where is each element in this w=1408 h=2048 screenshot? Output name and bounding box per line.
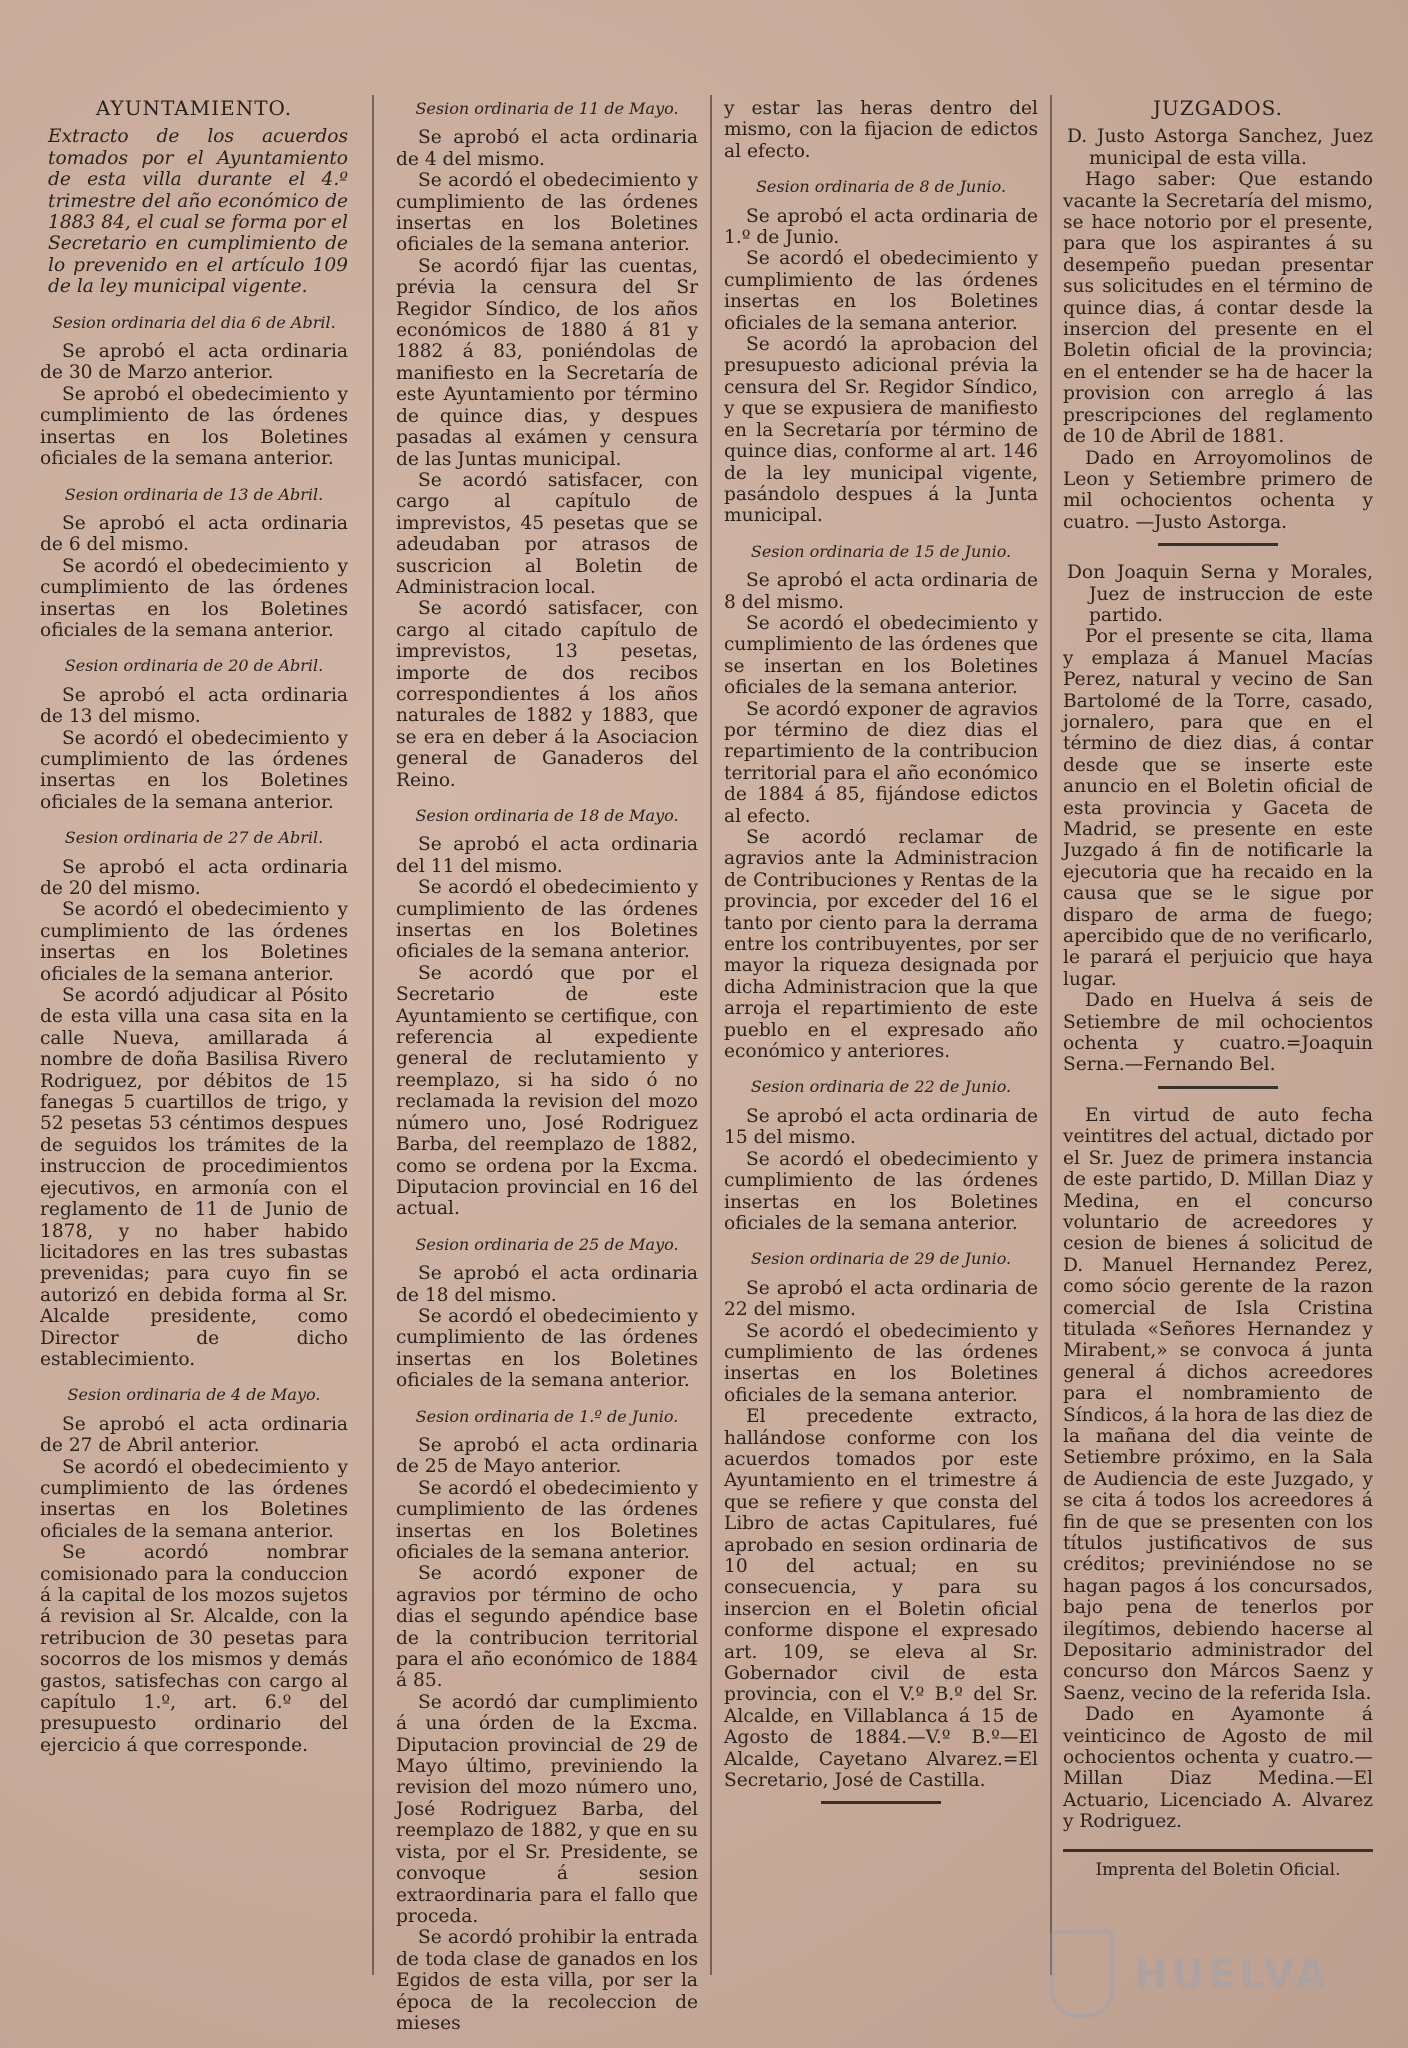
paragraph: Se acordó el obedecimiento y cumplimiento de las órdenes insertas en los Boletines oficiales de la semana anterior. [724,1148,1038,1234]
column-divider [710,95,712,1975]
paragraph: Se acordó el obedecimiento y cumplimiento de las órdenes insertas en los Boletines oficiales de la semana anterior. [40,727,348,813]
session-title: Sesion ordinaria de 20 de Abril. [64,656,324,676]
session-title: Sesion ordinaria de 13 de Abril. [64,484,324,504]
session-title: Sesion ordinaria de 22 de Junio. [750,1077,1012,1097]
paragraph: Se acordó fijar las cuentas, prévia la censura del Sr Regidor Síndico, de los años económicos de 1880 á 81 y 1882 á 83, poniéndolas de manifiesto en la Secretaría de este Ayuntamiento por término de quince dias, y despues pasadas al exámen y censura de las Juntas municipal. [396,255,698,470]
paragraph: Se acordó el obedecimiento y cumplimiento de las órdenes insertas en los Boletines oficiales de la semana anterior. [396,877,698,963]
paragraph: Se acordó prohibir la entrada de toda clase de ganados en los Egidos de esta villa, por ser la época de la recoleccion de mieses [396,1927,698,2034]
intro-paragraph: Extracto de los acuerdos tomados por el Ayuntamiento de esta villa durante el 4.º trimestre del año económico de 1883 84, el cual se forma por el Secretario en cumplimiento de lo prevenido en el artículo 109 de la ley municipal vigente. [48,126,348,298]
paragraph: Se acordó satisfacer, con cargo al capítulo de imprevistos, 45 pesetas que se adeudaban por atrasos de suscricion al Boletin de Administracion local. [396,469,698,598]
huelva-watermark [1050,1930,1350,2020]
session-title: Sesion ordinaria del dia 6 de Abril. [52,312,336,332]
paragraph: Se acordó el obedecimiento y cumplimiento de las órdenes insertas en los Boletines oficiales de la semana anterior. [396,1477,698,1563]
section-heading: JUZGADOS. [1153,96,1283,120]
section-heading: AYUNTAMIENTO. [95,96,293,120]
paragraph: Por el presente se cita, llama y emplaza á Manuel Macías Perez, natural y vecino de San Bartolomé de la Torre, casado, jornalero, para que en el término de diez dias, á contar desde que se inserte este anuncio en el Boletin oficial de esta provincia y Gaceta de Madrid, se presente en este Juzgado á fin de notificarle la ejecutoria que ha recaido en la causa que se le sigue por disparo de arma de fuego; apercibido que de no verificarlo, le parará el perjuicio que haya lugar. [1063,626,1373,990]
paragraph: Se aprobó el acta ordinaria del 11 del mismo. [396,834,698,877]
session-title: Sesion ordinaria de 29 de Junio. [750,1249,1012,1269]
column-ayuntamiento [40,98,348,1998]
separator-rule [821,1801,941,1804]
paragraph: Dado en Ayamonte á veinticinco de Agosto de mil ochocientos ochenta y cuatro.—Millan Diaz Medina.—El Actuario, Licenciado A. Alvarez y Rodriguez. [1063,1704,1373,1833]
paragraph: Se aprobó el acta ordinaria de 4 del mismo. [396,127,698,170]
paragraph: Se acordó el obedecimiento y cumplimiento de las órdenes insertas en los Boletines oficiales de la semana anterior. [40,555,348,641]
session-title: Sesion ordinaria de 15 de Junio. [750,541,1012,561]
session-title: Sesion ordinaria de 18 de Mayo. [415,806,679,825]
paragraph: Se acordó que por el Secretario de este Ayuntamiento se certifique, con referencia al expediente general de reclutamiento y reemplazo, si ha sido ó no reclamada la revision del mozo número uno, José Rodriguez Barba, del reemplazo de 1882, como se ordena por la Excma. Diputacion provincial en 16 del actual. [396,962,698,1220]
paragraph: Se aprobó el acta ordinaria de 22 del mismo. [724,1277,1038,1321]
paragraph: Se aprobó el obedecimiento y cumplimiento de las órdenes insertas en los Boletines oficiales de la semana anterior. [40,383,348,470]
paragraph: Se acordó exponer de agravios por término de ocho dias el segundo apéndice base de la contribucion territorial para el año económico de 1884 á 85. [396,1563,698,1692]
paragraph: Se acordó el obedecimiento y cumplimiento de las órdenes insertas en los Boletines oficiales de la semana anterior. [396,170,698,256]
paragraph: En virtud de auto fecha veintitres del actual, dictado por el Sr. Juez de primera instancia de este partido, D. Millan Diaz y Medina, en el concurso voluntario de acreedores y cesion de bienes á solicitud de D. Manuel Hernandez Perez, como sócio gerente de la razon comercial de Isla Cristina titulada «Señores Hernandez y Mirabent,» se convoca á junta general á dichos acreedores para el nombramiento de Síndicos, á la hora de las diez de la mañana del dia veinte de Setiembre próximo, en la Sala de Audiencia de este Juzgado, y se cita á todos los acreedores á fin de que se presenten con los títulos justificativos de sus créditos; previniéndose no se hagan pagos á los concursados, bajo pena de tenerlos por ilegítimos, debiendo hacerse al Depositario administrador del concurso don Márcos Saenz y Saenz, vecino de la referida Isla. [1063,1104,1373,1704]
separator-rule [1158,1086,1278,1089]
paragraph-continuation: y estar las heras dentro del mismo, con la fijacion de edictos al efecto. [724,98,1038,162]
paragraph: Se aprobó el acta ordinaria de 30 de Marzo anterior. [40,341,348,384]
paragraph: Se acordó el obedecimiento y cumplimiento de las órdenes insertas en los Boletines oficiales de la semana anterior. [724,1320,1038,1406]
imprint-footer: Imprenta del Boletin Oficial. [1063,1849,1373,1881]
paragraph: Se acordó adjudicar al Pósito de esta villa una casa sita en la calle Nueva, amillarada á nombre de doña Basilisa Rivero Rodriguez, por débitos de 15 fanegas 5 cuartillos de trigo, y 52 pesetas 53 céntimos despues de seguidos los trámites de la instruccion de procedimientos ejecutivos, en armonía con el reglamento de 11 de Junio de 1878, y no haber habido licitadores en las tres subastas prevenidas; para cuyo fin se autorizó en debida forma al Sr. Alcalde presidente, como Director de dicho establecimiento. [40,985,348,1370]
paragraph: Se acordó dar cumplimiento á una órden de la Excma. Diputacion provincial de 29 de Mayo último, previniendo la revision del mozo número uno, José Rodriguez Barba, del reemplazo de 1882, y que en su vista, por el Sr. Presidente, se convoque á sesion extraordinaria para el fallo que proceda. [396,1691,698,1927]
paragraph: Dado en Huelva á seis de Setiembre de mil ochocientos ochenta y cuatro.=Joaquin Serna.—Fernando Bel. [1063,990,1373,1076]
paragraph: Se aprobó el acta ordinaria de 1.º de Junio. [724,205,1038,249]
watermark-text: HUELVA [1134,1952,1331,1998]
separator-rule [1158,543,1278,546]
paragraph: Se acordó satisfacer, con cargo al citado capítulo de imprevistos, 13 pesetas, importe de dos recibos correspondientes á los años naturales de 1882 y 1883, que se era en deber á la Asociacion general de Ganaderos del Reino. [396,598,698,791]
column-juzgados [1063,98,1373,1998]
paragraph: Se aprobó el acta ordinaria de 18 del mismo. [396,1263,698,1306]
paragraph: Se aprobó el acta ordinaria de 27 de Abril anterior. [40,1413,348,1457]
paragraph: Se aprobó el acta ordinaria de 8 del mismo. [724,570,1038,613]
session-title: Sesion ordinaria de 4 de Mayo. [67,1385,321,1405]
shield-icon [1050,1930,1114,2018]
paragraph: Se acordó reclamar de agravios ante la Administracion de Contribuciones y Rentas de la provincia, por exceder del 16 el tanto por ciento para la derrama entre los contribuyentes, por ser mayor la riqueza designada por dicha Administracion que la que arroja el repartimiento de este pueblo en el expresado año económico y anteriores. [724,827,1038,1063]
session-title: Sesion ordinaria de 1.º de Junio. [415,1406,679,1426]
paragraph: Se acordó el obedecimiento y cumplimiento de las órdenes insertas en los Boletines oficiales de la semana anterior. [396,1305,698,1392]
session-title: Sesion ordinaria de 11 de Mayo. [415,99,679,118]
session-title: Sesion ordinaria de 25 de Mayo. [415,1234,679,1254]
paragraph: Se aprobó el acta ordinaria de 25 de Mayo anterior. [396,1434,698,1478]
paragraph: Hago saber: Que estando vacante la Secretaría del mismo, se hace notorio por el presente, para que los aspirantes á su desempeño puedan presentar sus solicitudes en el término de quince dias, á contar desde la insercion del presente en el Boletin oficial de la provincia; en el entender se ha de hacer la provision con arreglo á las prescripciones del reglamento de 10 de Abril de 1881. [1063,169,1373,448]
paragraph: Se acordó exponer de agravios por término de diez dias el repartimiento de la contribucion territorial para el año económico de 1884 á 85, fijándose edictos al efecto. [724,698,1038,827]
session-title: Sesion ordinaria de 8 de Junio. [755,177,1007,197]
paragraph: Se acordó el obedecimiento y cumplimiento de las órdenes insertas en los Boletines oficiales de la semana anterior. [40,899,348,985]
paragraph: Se aprobó el acta ordinaria de 15 del mismo. [724,1105,1038,1149]
notice-lead: D. Justo Astorga Sanchez, Juez municipal de esta villa. [1067,126,1373,169]
paragraph: Se acordó el obedecimiento y cumplimiento de las órdenes que se insertan en los Boletines oficiales de la semana anterior. [724,612,1038,699]
paragraph: Se aprobó el acta ordinaria de 13 del mismo. [40,684,348,728]
paragraph: Se acordó el obedecimiento y cumplimiento de las órdenes insertas en los Boletines oficiales de la semana anterior. [724,248,1038,334]
column-sessions-june [724,98,1038,1998]
column-divider [372,95,374,1975]
paragraph: Se aprobó el acta ordinaria de 20 del mismo. [40,856,348,899]
column-sessions-may [396,98,698,2034]
paragraph: Se acordó la aprobacion del presupuesto adicional prévia la censura del Sr. Regidor Síndico, y que se expusiera de manifiesto en la Secretaría por término de quince dias, conforme al art. 146 de la ley municipal vigente, pasándolo despues á la Junta municipal. [724,334,1038,527]
paragraph: Se aprobó el acta ordinaria de 6 del mismo. [40,512,348,556]
paragraph: Dado en Arroyomolinos de Leon y Setiembre primero de mil ochocientos ochenta y cuatro. —Justo Astorga. [1063,447,1373,533]
column-divider [1050,95,1052,1975]
session-title: Sesion ordinaria de 27 de Abril. [64,828,324,848]
paragraph: El precedente extracto, hallándose conforme con los acuerdos tomados por este Ayuntamiento en el trimestre á que se refiere y que consta del Libro de actas Capitulares, fué aprobado en sesion ordinaria de 10 del actual; en su consecuencia, y para su insercion en el Boletin oficial conforme dispone el expresado art. 109, se eleva al Sr. Gobernador civil de esta provincia, con el V.º B.º del Sr. Alcalde, en Villablanca á 15 de Agosto de 1884.—V.º B.º—El Alcalde, Cayetano Alvarez.=El Secretario, José de Castilla. [724,1406,1038,1792]
paragraph: Se acordó nombrar comisionado para la conduccion á la capital de los mozos sujetos á revision al Sr. Alcalde, con la retribucion de 30 pesetas para socorros de los mismos y demás gastos, satisfechas con cargo al capítulo 1.º, art. 6.º del presupuesto ordinario del ejercicio á que corresponde. [40,1542,348,1756]
paragraph: Se acordó el obedecimiento y cumplimiento de las órdenes insertas en los Boletines oficiales de la semana anterior. [40,1456,348,1542]
notice-lead: Don Joaquin Serna y Morales, Juez de instruccion de este partido. [1067,562,1373,626]
